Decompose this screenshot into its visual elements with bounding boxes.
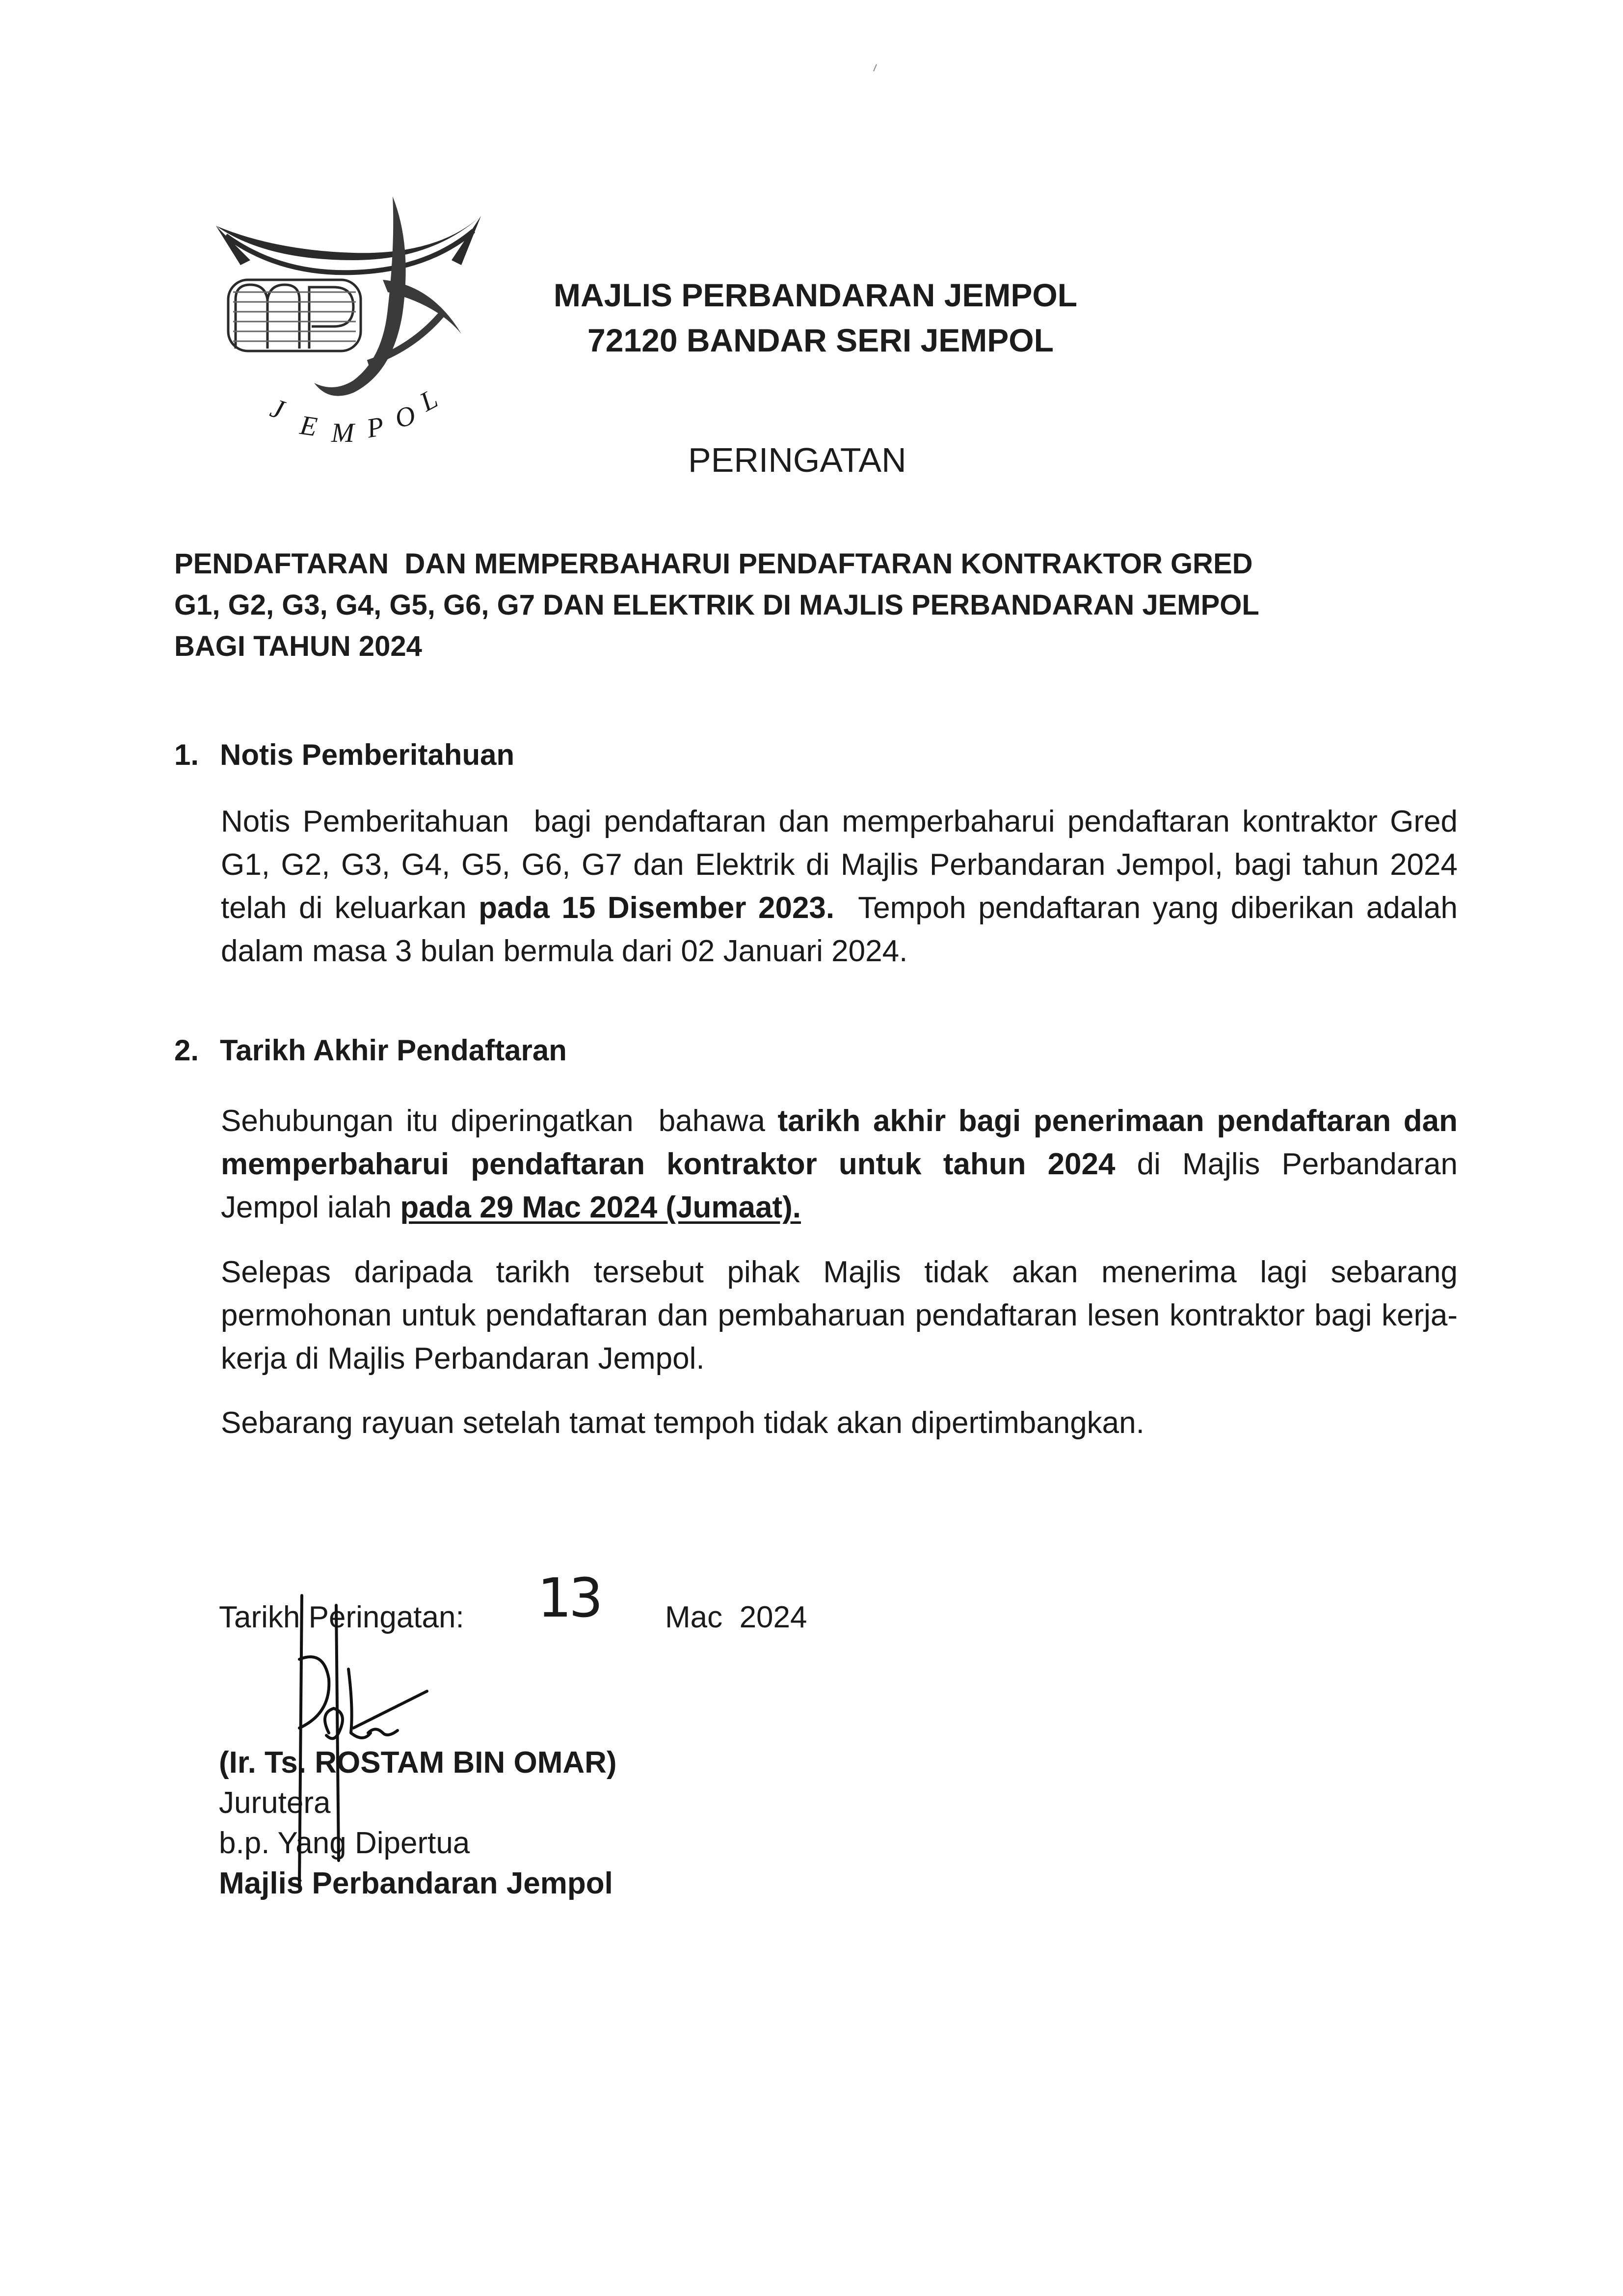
svg-text:M: M — [331, 418, 354, 448]
handwritten-signature — [265, 1586, 452, 1890]
svg-text:O: O — [391, 399, 420, 435]
paragraph-text: Sehubungan itu diperingatkan bahawa — [221, 1104, 778, 1138]
document-title-line: BAGI TAHUN 2024 — [174, 630, 422, 662]
signer-position: Jurutera — [219, 1786, 331, 1820]
section-number: 2. — [174, 1034, 199, 1067]
paragraph-text: di Majlis Perbandaran Jempol ialah — [221, 1147, 1475, 1224]
deadline-date: pada 29 Mac 2024 (Jumaat). — [400, 1190, 801, 1224]
section-paragraph: Sebarang rayuan setelah tamat tempoh tidak akan dipertimbangkan. — [221, 1406, 1144, 1440]
svg-text:P: P — [364, 411, 386, 444]
document-title-line: PENDAFTARAN DAN MEMPERBAHARUI PENDAFTARAN KONTRAKTOR GRED — [174, 548, 1253, 580]
svg-text:L: L — [415, 383, 443, 418]
notice-heading: PERINGATAN — [688, 441, 906, 479]
section-paragraph — [221, 800, 1466, 973]
svg-text:J: J — [266, 392, 288, 426]
org-name: MAJLIS PERBANDARAN JEMPOL — [554, 277, 1078, 313]
council-logo — [206, 187, 501, 461]
paragraph-bold: tarikh akhir bagi penerimaan pendaftaran dan memperbaharui pendaftaran kontraktor untuk tahun 2024 — [221, 1104, 1466, 1181]
document-title-line: G1, G2, G3, G4, G5, G6, G7 DAN ELEKTRIK DI MAJLIS PERBANDARAN JEMPOL — [174, 589, 1259, 621]
scan-mark — [873, 64, 878, 72]
section-number: 1. — [174, 738, 199, 771]
paragraph-text: Tempoh pendaftaran yang diberikan adalah dalam masa 3 bulan bermula dari 02 Januari 2024. — [221, 891, 1466, 968]
signer-name: (Ir. Ts. ROSTAM BIN OMAR) — [219, 1746, 617, 1780]
svg-text:E: E — [298, 410, 319, 443]
paragraph-bold: pada 15 Disember 2023. — [479, 891, 835, 925]
section-title: Notis Pemberitahuan — [220, 738, 515, 771]
section-title: Tarikh Akhir Pendaftaran — [220, 1034, 567, 1067]
section-paragraph — [221, 1100, 1475, 1229]
date-month-year: Mac 2024 — [665, 1600, 807, 1634]
paragraph-text: Notis Pemberitahuan bagi pendaftaran dan memperbaharui pendaftaran kontraktor Gred G1, G2, G3, G4, G5, G6, G7 dan Elektrik di Majlis Perbandaran Jempol, bagi tahun 2024 telah di keluarkan — [221, 805, 1466, 925]
date-label: Tarikh Peringatan: — [219, 1600, 464, 1634]
signer-behalf: b.p. Yang Dipertua — [219, 1826, 470, 1860]
signer-organization: Majlis Perbandaran Jempol — [219, 1866, 613, 1900]
section-paragraph: Selepas daripada tarikh tersebut pihak Majlis tidak akan menerima lagi sebarang permohonan untuk pendaftaran dan pembaharuan pendaftaran lesen kontraktor bagi kerja-kerja di Majlis Perbandaran Jempol. — [221, 1255, 1458, 1376]
handwritten-day: 13 — [537, 1567, 600, 1629]
org-address: 72120 BANDAR SERI JEMPOL — [587, 322, 1054, 358]
